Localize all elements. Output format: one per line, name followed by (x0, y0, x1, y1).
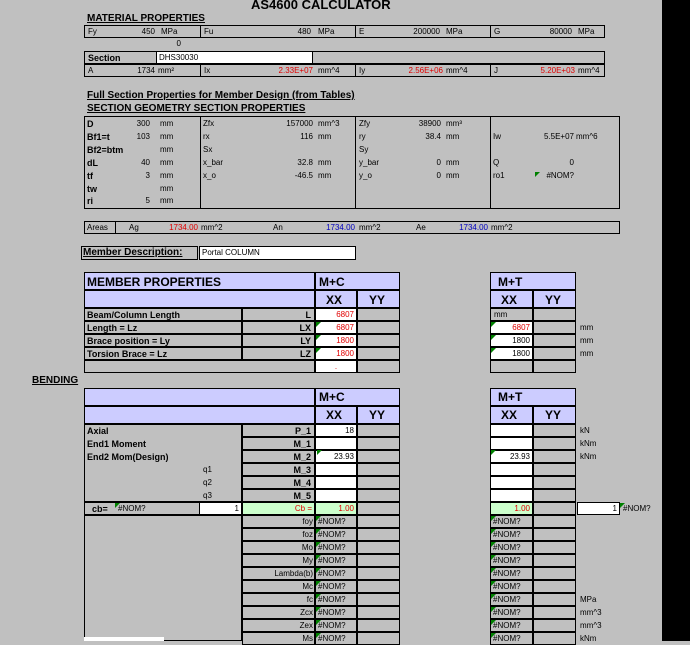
property-label: Sy (359, 144, 369, 154)
comment-flag-icon (491, 529, 496, 534)
grid-line (490, 64, 491, 77)
fu-unit: MPa (318, 27, 335, 36)
props-mt-yy (533, 308, 576, 321)
comment-flag-icon (491, 542, 496, 547)
geometry-label: dL (87, 157, 98, 168)
ag-value: 1734.00 (169, 223, 198, 232)
bend-mt-yy (533, 476, 576, 489)
nom-mt-xx: #NOM? (490, 619, 533, 632)
cb-input[interactable]: 1 (199, 502, 242, 515)
g-label: G (494, 27, 501, 36)
property-unit: mm (446, 170, 460, 180)
comment-flag-icon (491, 568, 496, 573)
props-sub-left (84, 290, 315, 308)
nom-mc-xx: #NOM? (315, 580, 357, 593)
geometry-unit: mm (160, 119, 174, 128)
nom-mc-yy (357, 580, 400, 593)
property-label: y_bar (359, 157, 380, 167)
comment-flag-icon (491, 581, 496, 586)
property-label: Zfy (359, 119, 371, 128)
comment-flag-icon (316, 607, 321, 612)
bend-mt-yy (533, 424, 576, 437)
bend-mt-xx[interactable] (490, 463, 533, 476)
props-mt-yy (533, 334, 576, 347)
props-mt-unit-text: mm (494, 310, 508, 319)
ag-label: Ag (129, 223, 139, 232)
property-value: 116 (300, 131, 313, 141)
props-symbol: LX (299, 323, 311, 333)
props-mt-yy: YY (545, 293, 562, 307)
property-value: #NOM? (546, 170, 574, 180)
nom-symbol: Ms (302, 634, 313, 643)
comment-flag-icon (316, 594, 321, 599)
nom-mt-yy (533, 606, 576, 619)
comment-flag-icon (316, 555, 321, 560)
property-unit: mm^3 (318, 119, 340, 128)
e-label: E (359, 27, 365, 36)
cb-symbol: Cb = (242, 502, 315, 515)
property-unit: mm³ (446, 119, 462, 128)
props-xx: XX (326, 293, 343, 307)
nom-mt-yy (533, 554, 576, 567)
props-mc-yy (357, 347, 400, 360)
geometry-value: 40 (141, 157, 150, 167)
props-mt-xx[interactable]: 1800 (490, 334, 533, 347)
property-unit: mm (318, 157, 332, 167)
nom-unit: mm^3 (580, 608, 602, 617)
bend-yy: YY (369, 408, 386, 422)
bend-q: q3 (203, 491, 212, 500)
an-value: 1734.00 (326, 223, 355, 232)
nom-mc-yy (357, 632, 400, 645)
comment-flag-icon (316, 581, 321, 586)
comment-flag-icon (316, 529, 321, 534)
bend-mt: M+T (498, 390, 523, 404)
member-label: Member Description: (83, 247, 183, 258)
props-mt-xx: XX (501, 293, 518, 307)
property-label: ro1 (493, 170, 505, 180)
j-unit: mm^4 (578, 66, 600, 75)
nom-symbol: My (302, 556, 313, 565)
section-label: Section (88, 53, 121, 63)
ae-unit: mm^2 (491, 223, 513, 232)
nom-mt-xx: #NOM? (490, 528, 533, 541)
bend-q: q1 (203, 465, 212, 474)
props-mt-xx[interactable]: 1800 (490, 347, 533, 360)
iy-unit: mm^4 (446, 66, 468, 75)
props-label: Beam/Column Length (87, 310, 181, 320)
property-value: 0 (569, 157, 574, 167)
nom-mc-xx: #NOM? (315, 528, 357, 541)
props-unit: mm (580, 349, 594, 358)
comment-flag-icon (491, 594, 496, 599)
nom-mt-yy (533, 593, 576, 606)
nom-unit: mm^3 (580, 621, 602, 630)
nom-mt-xx: #NOM? (490, 606, 533, 619)
window-edge (662, 0, 690, 641)
a-value: 1734 (137, 66, 155, 75)
nom-mc-yy (357, 554, 400, 567)
props-mt-xx[interactable]: 6807 (490, 321, 533, 334)
props-mc-yy (357, 334, 400, 347)
an-label: An (273, 223, 283, 232)
geometry-unit: mm (160, 170, 174, 180)
nom-mc-yy (357, 619, 400, 632)
props-mc-xx[interactable]: 1800 (315, 347, 357, 360)
bend-label: End2 Mom(Design) (87, 452, 169, 462)
props-mc-xx[interactable]: 6807 (315, 308, 357, 321)
nom-mt-yy (533, 515, 576, 528)
comment-flag-icon (491, 335, 496, 340)
props-mt-yy (533, 347, 576, 360)
nom-unit: MPa (580, 595, 597, 604)
props-mc-xx[interactable]: 6807 (315, 321, 357, 334)
comment-flag-icon (491, 450, 496, 455)
geometry-value: 5 (145, 196, 150, 206)
bend-mt-yy (533, 489, 576, 502)
property-value: 157000 (286, 119, 313, 128)
an-unit: mm^2 (359, 223, 381, 232)
bend-mc-xx[interactable] (315, 463, 357, 476)
comment-flag-icon (491, 516, 496, 521)
section-input[interactable]: DHS30030 (156, 51, 313, 64)
nom-mt-xx: #NOM? (490, 567, 533, 580)
property-unit: mm (446, 157, 460, 167)
nom-symbol: Zex (299, 621, 313, 630)
comment-flag-icon (535, 172, 540, 177)
cb-mc-value: 1.00 (315, 502, 357, 515)
grid-line (200, 116, 201, 209)
geometry-value: 300 (136, 119, 150, 128)
grid-line (200, 25, 201, 38)
nom-mc-yy (357, 606, 400, 619)
iy-label: Iy (359, 66, 366, 75)
props-dot-row-left (84, 360, 315, 373)
page-title: AS4600 CALCULATOR (251, 0, 391, 12)
geometry-label: tw (87, 183, 97, 194)
property-value: 5.5E+07 (543, 131, 574, 141)
nom-mt-yy (533, 580, 576, 593)
grid-line (115, 221, 116, 234)
props-mt-yy (533, 321, 576, 334)
nom-symbol: foy (302, 517, 313, 526)
bend-label: Axial (87, 426, 109, 436)
nom-mc-yy (357, 593, 400, 606)
property-value: 32.8 (297, 157, 313, 167)
bend-symbol: P_1 (294, 426, 311, 436)
nom-mt-xx: #NOM? (490, 593, 533, 606)
comment-flag-icon (491, 607, 496, 612)
bend-mc-yy (357, 450, 400, 463)
fu-label: Fu (204, 27, 214, 36)
nom-symbol: Mc (302, 582, 313, 591)
bend-label: End1 Moment (87, 439, 147, 449)
bend-mt-xx[interactable] (490, 489, 533, 502)
geometry-unit: mm (160, 196, 174, 206)
bend-mt-yy (533, 463, 576, 476)
bend-heading-left (84, 388, 315, 406)
nom-mt-yy (533, 632, 576, 645)
geometry-label: ri (87, 196, 94, 207)
nom-mt-xx: #NOM? (490, 554, 533, 567)
e-unit: MPa (446, 27, 463, 36)
comment-flag-icon (316, 633, 321, 638)
props-mt-dot-xx (490, 360, 533, 373)
bend-mt-xx[interactable] (490, 437, 533, 450)
comment-flag-icon (316, 542, 321, 547)
property-label: rx (203, 131, 210, 141)
comment-flag-icon (316, 568, 321, 573)
bend-mc-xx[interactable] (315, 476, 357, 489)
nom-symbol: Lambda(b) (274, 569, 313, 578)
ix-label: Ix (204, 66, 211, 75)
geometry-unit: mm (160, 131, 174, 141)
props-mc: M+C (319, 275, 345, 289)
nom-mc-xx: #NOM? (315, 619, 357, 632)
cb-label: cb= (92, 504, 108, 514)
geometry-heading-1: Full Section Properties for Member Design (from Tables) (87, 90, 355, 101)
e-value: 200000 (413, 27, 440, 36)
props-mc-yy (357, 308, 400, 321)
cb-mc-yy (357, 502, 400, 515)
ae-label: Ae (416, 223, 426, 232)
props-mc-xx[interactable]: 1800 (315, 334, 357, 347)
bend-symbol: M_2 (293, 452, 311, 462)
props-mt: M+T (498, 275, 523, 289)
property-value: 0 (436, 170, 441, 180)
j-value: 5.20E+03 (540, 66, 575, 75)
bend-mc-xx[interactable]: 18 (315, 424, 357, 437)
cb-mt-value: 1.00 (490, 502, 533, 515)
iy-value: 2.56E+06 (408, 66, 443, 75)
comment-flag-icon (316, 322, 321, 327)
member-description-input[interactable]: Portal COLUMN (199, 246, 356, 260)
nom-mt-xx: #NOM? (490, 541, 533, 554)
bend-mc-yy (357, 489, 400, 502)
comment-flag-icon (491, 633, 496, 638)
g-unit: MPa (578, 27, 595, 36)
property-unit: mm (318, 131, 332, 141)
props-unit: mm (580, 336, 594, 345)
g-value: 80000 (549, 27, 572, 36)
bend-symbol: M_4 (293, 478, 311, 488)
j-label: J (494, 66, 498, 75)
bend-q: q2 (203, 478, 212, 487)
geometry-heading-2: SECTION GEOMETRY SECTION PROPERTIES (87, 103, 306, 114)
nom-mc-xx: #NOM? (315, 515, 357, 528)
comment-flag-icon (491, 620, 496, 625)
bend-mc-xx[interactable]: 23.93 (315, 450, 357, 463)
nom-symbol: Zcx (300, 608, 313, 617)
props-label: Torsion Brace = Lz (87, 349, 168, 359)
bend-sub-left (84, 406, 315, 424)
material-heading: MATERIAL PROPERTIES (87, 13, 205, 24)
scroll-strip (84, 637, 164, 641)
nom-mt-xx: #NOM? (490, 632, 533, 645)
property-unit: mm (318, 170, 332, 180)
geometry-unit: mm (160, 144, 174, 154)
cb-right-input[interactable]: 1 (577, 502, 620, 515)
property-value: 38.4 (425, 131, 441, 141)
props-dot-cell[interactable]: . (315, 360, 357, 373)
property-label: y_o (359, 170, 372, 180)
zero-value: 0 (176, 39, 181, 48)
cb-nom: #NOM? (118, 504, 146, 513)
nom-left-block (84, 515, 242, 641)
nom-mt-yy (533, 541, 576, 554)
property-unit: mm (446, 131, 460, 141)
comment-flag-icon (491, 348, 496, 353)
props-symbol: L (305, 310, 311, 320)
nom-mt-xx: #NOM? (490, 515, 533, 528)
bend-mc-yy (357, 424, 400, 437)
nom-mc-yy (357, 541, 400, 554)
grid-line (355, 116, 356, 209)
bend-xx: XX (326, 408, 343, 422)
geometry-value: 3 (145, 170, 150, 180)
property-label: x_o (203, 170, 216, 180)
a-label: A (88, 66, 94, 75)
bend-mt-xx[interactable] (490, 476, 533, 489)
ix-value: 2.33E+07 (278, 66, 313, 75)
bend-mt-xx[interactable] (490, 424, 533, 437)
bend-unit: kNm (580, 439, 597, 448)
nom-mc-xx: #NOM? (315, 541, 357, 554)
nom-mc-xx: #NOM? (315, 593, 357, 606)
nom-mt-xx: #NOM? (490, 580, 533, 593)
property-label: Iw (493, 131, 501, 141)
nom-mc-xx: #NOM? (315, 554, 357, 567)
bend-symbol: M_1 (293, 439, 311, 449)
props-heading: MEMBER PROPERTIES (87, 275, 222, 289)
props-label: Brace position = Ly (87, 336, 170, 346)
bend-mc-xx[interactable] (315, 437, 357, 450)
bend-unit: kNm (580, 452, 597, 461)
a-unit: mm² (158, 66, 174, 75)
nom-mc-xx: #NOM? (315, 606, 357, 619)
nom-symbol: Mo (301, 543, 313, 552)
property-unit: mm^6 (576, 131, 598, 141)
bend-mt-yy (533, 450, 576, 463)
bend-symbol: M_5 (293, 491, 311, 501)
nom-mc-yy (357, 515, 400, 528)
bending-label: BENDING (32, 375, 79, 386)
props-dot-yy (357, 360, 400, 373)
bend-mc-yy (357, 463, 400, 476)
grid-line (355, 25, 356, 38)
comment-flag-icon (316, 516, 321, 521)
geometry-unit: mm (160, 183, 174, 193)
comment-flag-icon (317, 450, 322, 455)
bend-unit: kN (580, 426, 590, 435)
bend-mc: M+C (319, 390, 345, 404)
comment-flag-icon (491, 322, 496, 327)
property-value: 0 (436, 157, 441, 167)
nom-mc-xx: #NOM? (315, 632, 357, 645)
property-label: Q (493, 157, 500, 167)
fy-unit: MPa (161, 27, 178, 36)
bend-mc-xx[interactable] (315, 489, 357, 502)
nom-mt-yy (533, 619, 576, 632)
nom-mt-yy (533, 567, 576, 580)
nom-mc-xx: #NOM? (315, 567, 357, 580)
property-label: Zfx (203, 119, 215, 128)
fy-value: 450 (141, 27, 155, 36)
nom-mt-yy (533, 528, 576, 541)
props-label: Length = Lz (87, 323, 138, 333)
props-symbol: LY (300, 336, 311, 346)
bend-mt-yy (533, 437, 576, 450)
cb-mt-yy (533, 502, 576, 515)
fy-label: Fy (88, 27, 97, 36)
nom-mc-yy (357, 567, 400, 580)
property-label: Sx (203, 144, 213, 154)
bend-mc-yy (357, 437, 400, 450)
geometry-unit: mm (160, 157, 174, 167)
nom-unit: kNm (580, 634, 597, 643)
property-label: ry (359, 131, 366, 141)
nom-mc-yy (357, 528, 400, 541)
ix-unit: mm^4 (318, 66, 340, 75)
comment-flag-icon (316, 348, 321, 353)
comment-flag-icon (316, 335, 321, 340)
bend-symbol: M_3 (293, 465, 311, 475)
cb-right-nom: #NOM? (623, 504, 651, 513)
ae-value: 1734.00 (459, 223, 488, 232)
geometry-label: Bf1=t (87, 131, 110, 142)
nom-symbol: fc (306, 595, 313, 604)
fu-value: 480 (297, 27, 311, 36)
grid-line (490, 116, 491, 209)
comment-flag-icon (491, 555, 496, 560)
props-symbol: LZ (300, 349, 311, 359)
nom-symbol: foz (302, 530, 313, 539)
grid-line (490, 25, 491, 38)
bend-mt-xx: XX (501, 408, 518, 422)
bend-mt-xx[interactable]: 23.93 (490, 450, 533, 463)
grid-line (355, 64, 356, 77)
bend-mt-yy: YY (545, 408, 562, 422)
ag-unit: mm^2 (201, 223, 223, 232)
comment-flag-icon (316, 620, 321, 625)
geometry-label: tf (87, 170, 93, 181)
props-yy: YY (369, 293, 386, 307)
geometry-label: Bf2=btm (87, 144, 124, 155)
geometry-value: 103 (136, 131, 150, 141)
grid-line (200, 64, 201, 77)
geometry-label: D (87, 119, 94, 129)
props-mt-dot-yy (533, 360, 576, 373)
props-mc-yy (357, 321, 400, 334)
property-label: x_bar (203, 157, 224, 167)
property-value: 38900 (418, 119, 441, 128)
areas-label: Areas (87, 223, 108, 232)
props-unit: mm (580, 323, 594, 332)
bend-mc-yy (357, 476, 400, 489)
property-value: -46.5 (294, 170, 313, 180)
